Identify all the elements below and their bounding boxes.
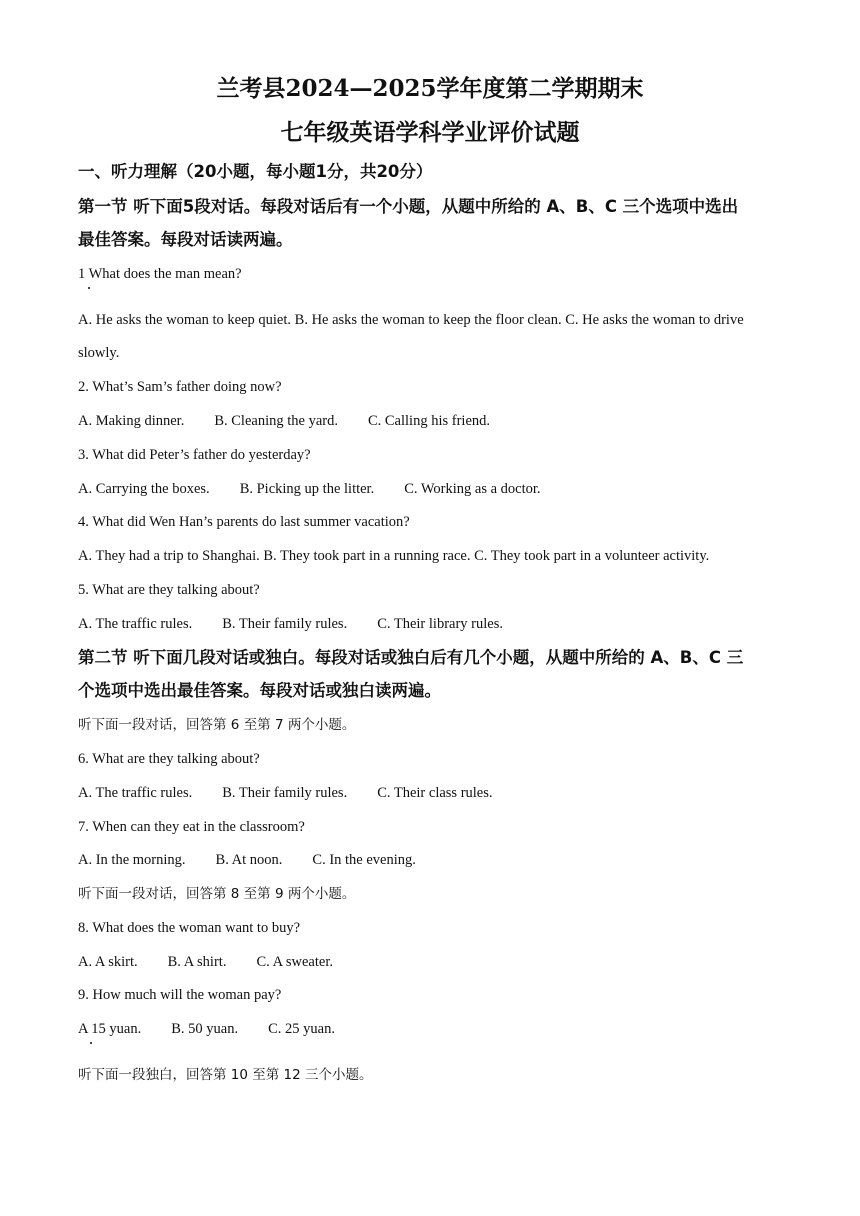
option-c: C. Their class rules.: [377, 785, 493, 801]
option-b: B. Their family rules.: [222, 785, 348, 801]
question-8-stem: 8. What does the woman want to buy?: [78, 920, 301, 936]
section2-instruction-line2: 个选项中选出最佳答案。每段对话或独白读两遍。: [78, 681, 441, 700]
question-5-options: [78, 614, 503, 634]
option-a: A. Making dinner.: [78, 413, 185, 429]
question-2-stem: 2. What’s Sam’s father doing now?: [78, 379, 282, 395]
option-c: C. 25 yuan.: [268, 1021, 335, 1037]
option-b: B. Their family rules.: [222, 616, 348, 632]
question-4-stem: 4. What did Wen Han’s parents do last summer vacation?: [78, 514, 410, 530]
option-b: B. A shirt.: [167, 954, 227, 970]
question-1-stem: 1 What does the man mean?: [78, 266, 242, 282]
section1-instruction-line1: 第一节 听下面5段对话。每段对话后有一个小题，从题中所给的 A、B、C 三个选项中选出: [78, 197, 739, 216]
exam-title-line1: 兰考县2024—2025学年度第二学期期末: [216, 75, 644, 102]
option-c: C. A sweater.: [256, 954, 333, 970]
option-b: B. Cleaning the yard.: [214, 413, 338, 429]
question-7-stem: 7. When can they eat in the classroom?: [78, 819, 305, 835]
option-b: B. Picking up the litter.: [239, 481, 375, 497]
number-dot: [90, 1042, 92, 1044]
option-a: A. Carrying the boxes.: [78, 481, 210, 497]
question-1-options-line2: slowly.: [78, 345, 120, 361]
question-5-stem: 5. What are they talking about?: [78, 582, 260, 598]
option-a: A. A skirt.: [78, 954, 138, 970]
question-1-options-line1: A. He asks the woman to keep quiet. B. He asks the woman to keep the floor clean. C. He asks the woman to drive: [78, 312, 744, 328]
number-dot: [88, 287, 90, 289]
option-c: C. Working as a doctor.: [404, 481, 541, 497]
part1-heading: 一、听力理解（20小题，每小题1分，共20分）: [78, 162, 433, 181]
question-9-stem: 9. How much will the woman pay?: [78, 987, 282, 1003]
option-c: C. In the evening.: [312, 852, 416, 868]
question-3-options: [78, 479, 541, 499]
section1-instruction-line2: 最佳答案。每段对话读两遍。: [78, 230, 293, 249]
option-a: A. The traffic rules.: [78, 785, 193, 801]
option-b: B. 50 yuan.: [171, 1021, 239, 1037]
option-c: C. Calling his friend.: [367, 413, 491, 429]
option-a: A. In the morning.: [78, 852, 186, 868]
question-2-options: [78, 411, 490, 431]
question-6-options: [78, 783, 493, 803]
monologue-cue-10-12: 听下面一段独白，回答第 10 至第 12 三个小题。: [78, 1067, 373, 1083]
dialogue-cue-6-7: 听下面一段对话，回答第 6 至第 7 两个小题。: [78, 717, 356, 733]
dialogue-cue-8-9: 听下面一段对话，回答第 8 至第 9 两个小题。: [78, 886, 356, 902]
question-3-stem: 3. What did Peter’s father do yesterday?: [78, 447, 311, 463]
option-b: B. At noon.: [215, 852, 283, 868]
question-8-options: [78, 952, 333, 972]
section2-instruction-line1: 第二节 听下面几段对话或独白。每段对话或独白后有几个小题，从题中所给的 A、B、C 三: [78, 648, 744, 667]
option-a: A. The traffic rules.: [78, 616, 193, 632]
question-4-options-line1: A. They had a trip to Shanghai. B. They took part in a running race. C. They took part in a volunteer activity.: [78, 548, 710, 564]
question-9-options: [78, 1019, 335, 1039]
question-6-stem: 6. What are they talking about?: [78, 751, 260, 767]
option-a: A 15 yuan.: [78, 1021, 142, 1037]
option-c: C. Their library rules.: [377, 616, 503, 632]
question-7-options: [78, 850, 416, 870]
exam-title-line2: 七年级英语学科学业评价试题: [280, 119, 580, 146]
